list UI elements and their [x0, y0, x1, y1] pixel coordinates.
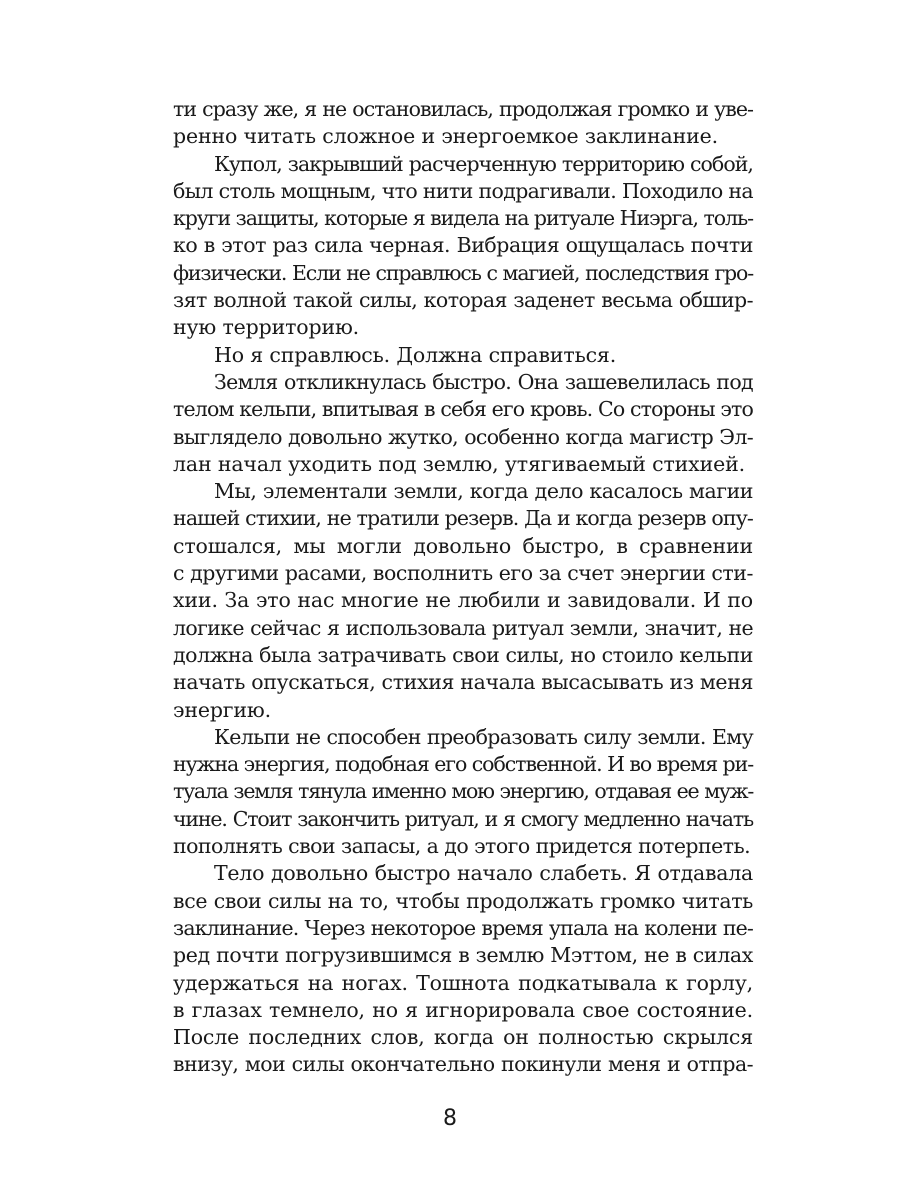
- text-line: удержаться на ногах. Тошнота подкатывала к горлу,: [173, 970, 753, 995]
- text-line: ти сразу же, я не остановилась, продолжая громко и уве-: [173, 97, 753, 121]
- text-line: ко в этот раз сила черная. Вибрация ощущалась почти: [173, 233, 753, 258]
- text-line: нашей стихии, не тратили резерв. Да и когда резерв опу-: [173, 506, 753, 531]
- text-line: внизу, мои силы окончательно покинули меня и отпра-: [173, 1052, 753, 1077]
- text-line: в глазах темнело, но я игнорировала свое состояние.: [173, 997, 753, 1022]
- text-line: круги защиты, которые я видела на ритуале Ниэрга, толь-: [173, 206, 753, 231]
- text-line: Мы, элементали земли, когда дело касалось магии: [214, 479, 753, 504]
- text-line: лан начал уходить под землю, утягиваемый стихией.: [173, 451, 745, 476]
- text-line: Тело довольно быстро начало слабеть. Я отдавала: [214, 861, 753, 886]
- text-line: хии. За это нас многие не любили и завидовали. И по: [173, 588, 753, 613]
- text-line: должна была затрачивать свои силы, но стоило кельпи: [173, 642, 753, 667]
- text-line: заклинание. Через некоторое время упала на колени пе-: [173, 915, 753, 940]
- text-line: Кельпи не способен преобразовать силу земли. Ему: [214, 724, 753, 749]
- text-line: После последних слов, когда он полностью скрылся: [173, 1025, 753, 1050]
- text-line: телом кельпи, впитывая в себя его кровь. Со стороны это: [173, 397, 753, 422]
- text-line: ную территорию.: [173, 315, 360, 340]
- text-line: логике сейчас я использовала ритуал земли, значит, не: [173, 615, 753, 640]
- text-line: энергию.: [173, 697, 271, 722]
- text-line: нужна энергия, подобная его собственной. И во время ри-: [173, 752, 754, 777]
- text-line: начать опускаться, стихия начала высасывать из меня: [173, 670, 754, 695]
- page-number: 8: [443, 1106, 457, 1131]
- text-line: ренно читать сложное и энергоемкое заклинание.: [173, 124, 718, 149]
- text-line: стошался, мы могли довольно быстро, в сравнении: [173, 533, 753, 558]
- text-line: все свои силы на то, чтобы продолжать громко читать: [173, 888, 753, 913]
- text-line: Земля откликнулась быстро. Она зашевелилась под: [214, 369, 753, 394]
- text-line: ред почти погрузившимся в землю Мэттом, не в силах: [173, 943, 753, 968]
- text-line: чине. Стоит закончить ритуал, и я смогу медленно начать: [173, 806, 753, 831]
- text-line: Купол, закрывший расчерченную территорию собой,: [214, 151, 753, 176]
- text-line: зят волной такой силы, которая заденет весьма обшир-: [173, 288, 753, 313]
- text-line: Но я справлюсь. Должна справиться.: [214, 342, 617, 367]
- text-line: с другими расами, восполнить его за счет энергии сти-: [173, 561, 753, 586]
- text-line: пополнять свои запасы, а до этого придется потерпеть.: [173, 834, 751, 859]
- text-line: физически. Если не справлюсь с магией, последствия гро-: [173, 260, 753, 285]
- text-line: был столь мощным, что нити подрагивали. Походило на: [173, 178, 753, 203]
- body-text: [173, 96, 753, 1079]
- text-line: туала земля тянула именно мою энергию, отдавая ее муж-: [173, 779, 753, 804]
- text-line: выглядело довольно жутко, особенно когда магистр Эл-: [173, 424, 753, 449]
